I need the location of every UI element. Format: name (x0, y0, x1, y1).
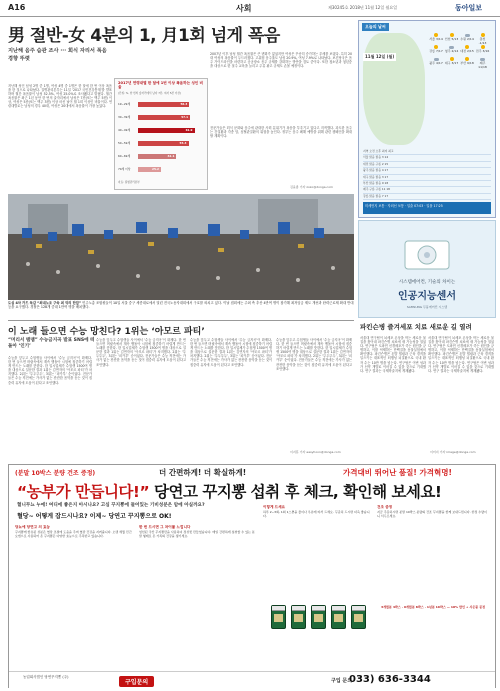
photo-caption-title: 도심 4차 카드 독감 “최대노조 구속 최 악의 탄압” (8, 301, 82, 305)
city-forecast (476, 33, 490, 45)
city-temp: 청주 2/14 (444, 49, 459, 53)
ad-col2-title: 한 번 드시면 그 차이를 느낍니다 (139, 525, 191, 529)
chart-category-label: 50~59세 (118, 141, 131, 145)
aircon-ad[interactable] (358, 220, 496, 318)
chart-value-label: 55.3 (179, 141, 187, 145)
chart-category-label: 60~69세 (118, 154, 131, 158)
chart-source: 자료: 질병관리본부 (118, 181, 140, 184)
ad-bottom-bar (9, 671, 495, 688)
product-jar-icon (291, 605, 306, 629)
section-name: 사회 (236, 4, 252, 13)
ad-top-strip (9, 465, 495, 479)
product-jar-icon (271, 605, 286, 629)
chart-value-label: 56.3 (180, 102, 188, 106)
city-temp: 대전 2/15 (460, 49, 474, 53)
city-temp: 서울 3/14 (429, 37, 443, 41)
city-forecast (429, 45, 443, 54)
forecast-row: 서울 맑음 맑음 3 14 (363, 155, 491, 161)
ad-col3 (263, 505, 371, 595)
ad-col1 (15, 525, 133, 665)
city-temp: 인천 5/13 (444, 37, 459, 41)
city-forecast (445, 57, 459, 66)
page-header (0, 0, 500, 17)
divider (8, 320, 354, 321)
chart-category-label: 30~39세 (118, 115, 131, 119)
forecast-row: 대구 맑음 맑음 3 17 (363, 175, 491, 181)
chart-category-label: 40~49세 (118, 128, 131, 132)
forecast-row: 부산 맑음 맑음 9 18 (363, 181, 491, 187)
story2-headline: 이 노래 들으면 수능 망친다? 1위는 ‘아모르 파티’ (8, 327, 205, 337)
city-temp: 강릉 7/17 (429, 49, 443, 53)
aircon-unit-icon (399, 235, 455, 275)
photo-caption (8, 301, 354, 310)
city-forecast (460, 57, 474, 66)
ad-col3-text: 하루 2~3회, 1회 1스푼을 물이나 우유에 타서 드세요. 꾸준히 드시면 더욱 좋습니다. (263, 510, 370, 518)
ad-col1-text: 꾸지뽕에 함유된 성분은 혈당 조절에 도움을 주며 혈관 건강을 지켜줍니다. 오랜 세월 민간요법으로 사용되어 온 꾸지뽕은 다양한 효능으로 주목받고 있습니다. (15, 530, 132, 538)
issue-date: 제30245호 2018년 11월 12일 월요일 (328, 5, 398, 10)
forecast-row: 광주 맑음 맑음 4 17 (363, 168, 491, 174)
city-forecast (445, 45, 459, 54)
main-body-col1: 지난해 성인 남성 2명 중 1명, 여성 4명 중 1명은 한 달에 한 번 이상 폭음을 한 것으로 나타났다. 질병관리본부는 11일 ‘2017 국민건강통계’를 발표하며 월간 폭음률이 남성 52.5%, 여성 25.0%로 조사됐다고 밝혔다. 월간 폭음률은 최근 1년 동안 한 번의 술자리에서 남성은 7잔(또는 맥주 5캔) 이상, 여성은 5잔(또는 맥주 3캔) 이상 마신 날이 월 1회 이상인 비율이다. 연령대별로는 남성의 경우 40대, 여성은 20대에서 폭음률이 가장 높았다. (8, 84, 112, 109)
chart-value-label: 61.9 (185, 128, 193, 132)
aircon-ad-line2: 인공지능센서 (398, 291, 456, 302)
crowd-illustration (8, 194, 354, 300)
ad-col4-text: 지금 주문하시면 분말 10박스 분량의 건조 꾸지뽕을 함께 보내드립니다. 한정 수량이니 서두르세요. (377, 510, 487, 518)
city-forecast-grid (429, 33, 491, 145)
ad-phone-number[interactable]: 033) 636-3344 (349, 674, 431, 685)
city-temp: 수원 2/14 (460, 37, 474, 41)
ad-tag-mid: 더 간편하게! 더 확실하게! (159, 468, 247, 477)
ad-tag-left: (분말 10박스 분량 건조 증정) (15, 470, 96, 477)
story3-headline: 파킨슨병 즐겨세포 치료 새로운 길 열려 (360, 323, 472, 331)
chart-bar-row (118, 153, 204, 160)
aircon-ad-line3: SAMSUNG 무풍에어컨 시스템 (406, 305, 448, 309)
kujippong-ad[interactable] (8, 464, 496, 688)
main-subhead: 지난해 음주 습관 조사 ··· 회식 자리서 폭음 경향 뚜렷 (8, 48, 107, 62)
story3-body-col1: 서울대 연구팀이 뇌세포 손상을 막는 새로운 물질을 찾아내 파킨슨병 치료에 새 가능성을 열었다. 연구팀은 도파민 신경세포가 죽는 원인을 규명하고, 이를 억제하는 단백질을 동물실험에서 확인했다. 파킨슨병은 손발 떨림과 근육 경직을 일으키는 대표적인 퇴행성 뇌질환으로 국내 환자 수는 10만 명을 넘는다. 연구팀은 이번 성과가 신약 개발로 이어질 수 있을 것으로 기대했다. 연구 결과는 국제학술지에 게재됐다. (360, 336, 426, 373)
ad-col2 (139, 525, 257, 665)
weather-note: 미세먼지 보통 · 자외선 보통 · 일출 07:03 · 일몰 17:25 (363, 202, 491, 214)
story3-byline: 이미지 기자 image@donga.com (430, 450, 476, 454)
forecast-row: 대전 맑음 구름 2 15 (363, 162, 491, 168)
city-temp: 춘천 -1/13 (478, 37, 487, 45)
chart-value-label: 42.1 (167, 154, 175, 158)
ad-headline (17, 480, 441, 502)
city-forecast (476, 57, 490, 69)
chart-value-label: 25.2 (152, 167, 159, 171)
chart-bar-row (118, 127, 204, 134)
story2-body-col4: 수능을 앞두고 수험생들 사이에서 ‘수능 금지곡’이 화제다. 한 번 들으면 머릿속에서 계속 맴돌아 시험에 집중하기 어렵게 만드는 노래를 뜻한다. 한 입시업체가 수험생 1500여 명을 대상으로 설문한 결과 1위는 김연자의 ‘아모르 파티’가 차지했다. 2위는 ‘뚜두뚜두’, 3위는 ‘피카부’ 순이었다. 전문가들은 수능 직전에는 가사가 없는 잔잔한 음악을 듣는 것이 집중력 유지에 도움이 된다고 조언했다. (276, 338, 352, 371)
photo-caption-text: 민주노총 조합원들이 10일 서울 중구 세종대로에서 열린 전국노동자대회에서 구호를 외치고 있다. 이날 집회에는 주최 측 추산 4만여 명이 참가해 최저임금 제도 개선과 탄력근로제 확대 반대 등을 요구했다. 경찰은 128개 중대 1만여 명을 배치했다. (8, 301, 354, 310)
ad-tag-right: 가격대비 뛰어난 품질! 가격혁명! (343, 468, 452, 477)
chart-subtitle: (단위: %, 한 번의 술자리에서 남자 7잔, 여자 5잔 이상) (118, 92, 181, 95)
ad-brand-badge: 구입문의 (119, 676, 154, 687)
newspaper-logo: 동아일보 (455, 4, 483, 12)
rally-photo (8, 194, 354, 300)
ad-company: 농업회사법인 당연꾸지뽕 (주) (23, 675, 69, 679)
weather-box (358, 20, 496, 218)
main-body-col2: 2007년 이후 남성 월간 폭음률은 큰 변화가 없었지만 여성은 꾸준히 증가하는 추세를 보였다. 특히 20대 여성의 폭음률이 두드러졌다. 고위험 음주율도 남성 20.9%, 여성 7.9%로 나타났다. 보건당국은 음주 가이드라인을 마련하고 공공장소 음주 규제를 강화하는 방안을 검토 중이다. 또한 청소년과 청년층을 대상으로 한 절주 교육을 늘리고 주류 광고 규제도 손볼 예정이다. (210, 52, 352, 69)
story2-body-col1: 수능을 앞두고 수험생들 사이에서 ‘수능 금지곡’이 화제다. 한 번 들으면 머릿속에서 계속 맴돌아 시험에 집중하기 어렵게 만드는 노래를 뜻한다. 한 입시업체가 수험생 1500여 명을 대상으로 설문한 결과 1위는 김연자의 ‘아모르 파티’가 차지했다. 2위는 ‘뚜두뚜두’, 3위는 ‘피카부’ 순이었다. 전문가들은 수능 직전에는 가사가 없는 잔잔한 음악을 듣는 것이 집중력 유지에 도움이 된다고 조언했다. (8, 356, 92, 385)
city-temp: 광주 4/17 (429, 61, 443, 65)
main-headline: 男 절반-女 4분의 1, 月1회 넘게 폭음 (8, 26, 280, 46)
chart-bar-row (118, 140, 204, 147)
chart-category-label: 70세 이상 (118, 167, 131, 171)
city-temp: 제주 11/18 (478, 61, 487, 69)
product-jar-icon (311, 605, 326, 629)
ad-headline-a: “농부가 만듭니다!” (17, 483, 150, 501)
weather-date: 11월 12일 (월) (365, 54, 395, 59)
ad-order-label: 구입 문의 (331, 678, 353, 684)
aircon-ad-line1: 시스템에어컨, 기술의 차이는 (398, 280, 456, 285)
chart-bar-row (118, 166, 204, 173)
ad-promo: 혈당~ 어떻게 잡드시나요? 이제~ 당연고 꾸지뽕으로 OK! (17, 511, 257, 523)
forecast-row: 제주 구름 구름 11 18 (363, 187, 491, 193)
story2-byline: 이지훈 기자 easyhoon@donga.com (290, 450, 341, 454)
story3-body-col2: 서울대 연구팀이 뇌세포 손상을 막는 새로운 물질을 찾아내 파킨슨병 치료에 새 가능성을 열었다. 연구팀은 도파민 신경세포가 죽는 원인을 규명하고, 이를 억제하는 단백질을 동물실험에서 확인했다. 파킨슨병은 손발 떨림과 근육 경직을 일으키는 대표적인 퇴행성 뇌질환으로 국내 환자 수는 10만 명을 넘는다. 연구팀은 이번 성과가 신약 개발로 이어질 수 있을 것으로 기대했다. 연구 결과는 국제학술지에 게재됐다. (428, 336, 494, 373)
product-jar-icon (351, 605, 366, 629)
ad-col4-title: 건조 증정 (377, 505, 393, 509)
main-body-col3: 전문가들은 회식 문화와 음주에 관대한 사회 분위기가 폭음을 부추기고 있다고 지적했다. 과도한 음주는 간질환과 각종 암, 심혈관질환의 위험을 높인다. 정부는 음주 폐해 예방을 위해 관련 캠페인을 확대할 계획이다. (210, 126, 352, 139)
ad-col1-title: 당뇨에 당연고 의 효능 (15, 525, 50, 529)
city-temp: 부산 9/18 (460, 61, 474, 65)
ad-col4 (377, 505, 489, 595)
story2-body-col3: 수능을 앞두고 수험생들 사이에서 ‘수능 금지곡’이 화제다. 한 번 들으면 머릿속에서 계속 맴돌아 시험에 집중하기 어렵게 만드는 노래를 뜻한다. 한 입시업체가 수험생 1500여 명을 대상으로 설문한 결과 1위는 김연자의 ‘아모르 파티’가 차지했다. 2위는 ‘뚜두뚜두’, 3위는 ‘피카부’ 순이었다. 전문가들은 수능 직전에는 가사가 없는 잔잔한 음악을 듣는 것이 집중력 유지에 도움이 된다고 조언했다. (190, 338, 272, 367)
forecast-row: 지역 오전 오후 최저 최고 (363, 149, 491, 155)
chart-bar-row (118, 114, 204, 121)
city-forecast (460, 33, 474, 42)
city-forecast (460, 45, 474, 54)
page-number: A16 (8, 3, 26, 12)
story2-body-col2: 수능을 앞두고 수험생들 사이에서 ‘수능 금지곡’이 화제다. 한 번 들으면 머릿속에서 계속 맴돌아 시험에 집중하기 어렵게 만드는 노래를 뜻한다. 한 입시업체가 수험생 1500여 명을 대상으로 설문한 결과 1위는 김연자의 ‘아모르 파티’가 차지했다. 2위는 ‘뚜두뚜두’, 3위는 ‘피카부’ 순이었다. 전문가들은 수능 직전에는 가사가 없는 잔잔한 음악을 듣는 것이 집중력 유지에 도움이 된다고 조언했다. (96, 338, 186, 367)
weather-title: 오늘의 날씨 (362, 23, 389, 31)
product-jar-icon (331, 605, 346, 629)
korea-map (363, 33, 425, 145)
chart-category-label: 19~29세 (118, 102, 131, 106)
ad-sub: 혈니무뇨 누에! 여디에 좋은지 아시나요? 고심 꾸지뽕에 들어있는 기비성분은 암에 아실까요? (17, 503, 205, 508)
ad-headline-b: 당연고 꾸지뽕 섭취 후 체크, 확인해 보세요! (149, 483, 442, 501)
chart-title: 2017년 연령대별 한 달에 1번 이상 폭음하는 성인 비율 (118, 81, 203, 90)
forecast-table (363, 149, 491, 199)
main-byline: 김윤종 기자 zozo@donga.com (290, 185, 333, 189)
forecast-row: 강릉 맑음 맑음 7 17 (363, 194, 491, 200)
city-forecast (429, 33, 443, 42)
city-temp: 전주 3/16 (475, 49, 490, 53)
ad-offer: 3개월분 4박스 · 6개월분 8박스 · 1년분 16박스 — 10% 할인 + 사은품 증정 (381, 605, 486, 609)
city-forecast (476, 45, 490, 54)
ad-col2-text: 엄선된 국산 꾸지뽕만을 사용하여 정성껏 만들었습니다. 매일 간편하게 섭취할 수 있는 분말 형태로 온 가족의 건강을 챙기세요. (139, 530, 255, 538)
binge-drinking-chart (114, 78, 208, 190)
city-forecast (445, 33, 459, 42)
city-temp: 대구 3/17 (444, 61, 459, 65)
chart-value-label: 57.1 (181, 115, 189, 119)
chart-bar-row (118, 101, 204, 108)
story2-subhead: “머리서 맴맴” 수능금지곡 발표 SNS에 떠돌아 ‘인기’ (8, 338, 95, 350)
ad-col3-title: 이렇게 드세요 (263, 505, 286, 509)
city-forecast (429, 57, 443, 66)
